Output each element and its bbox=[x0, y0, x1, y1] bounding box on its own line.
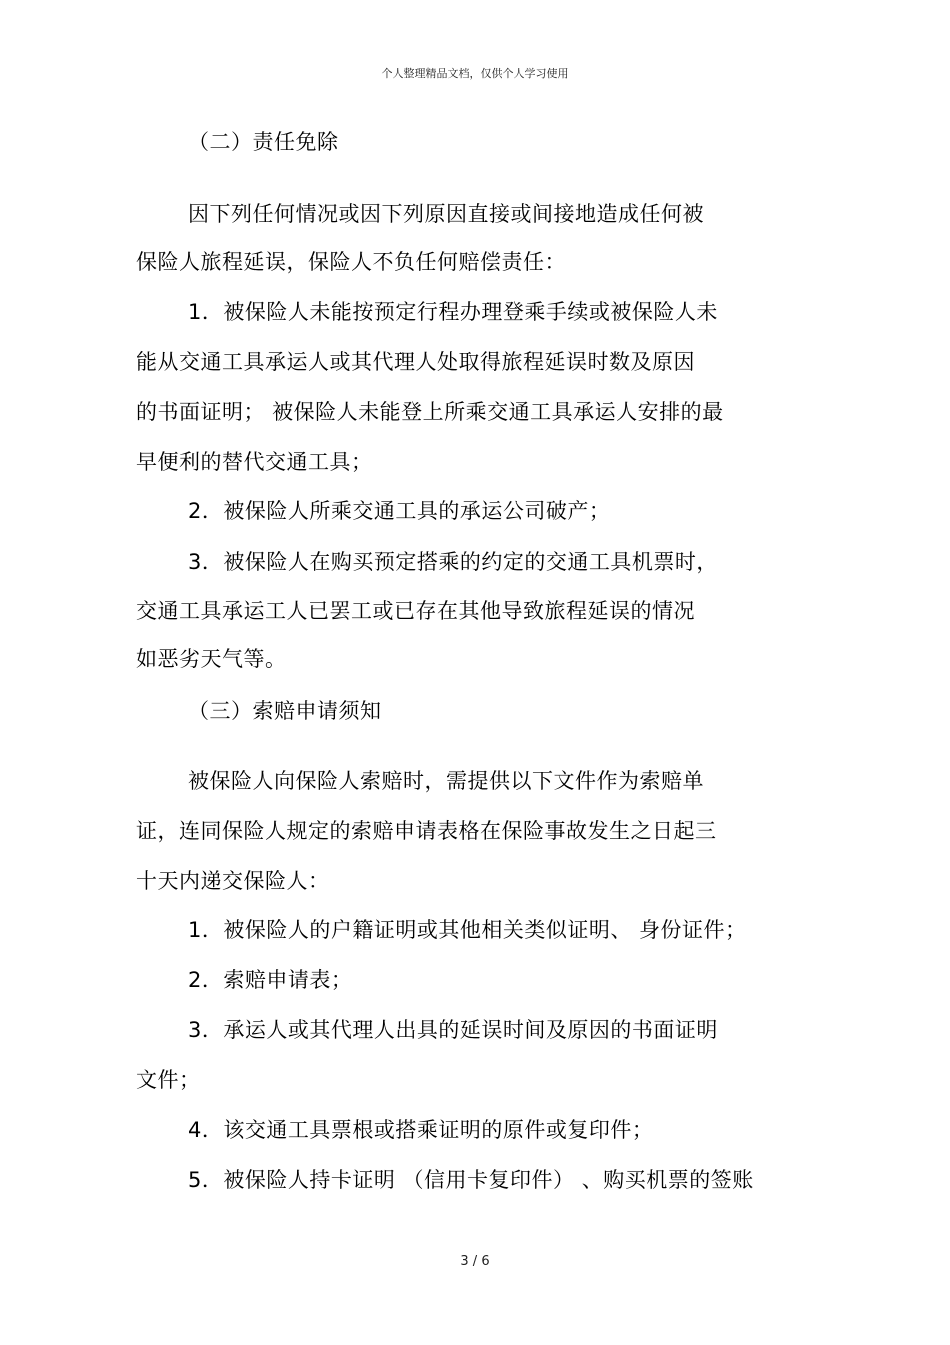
paragraph-line: 十天内递交保险人： bbox=[136, 869, 330, 893]
section-heading-claims: （三）索赔申请须知 bbox=[188, 699, 382, 723]
list-item-line: 2．索赔申请表； bbox=[188, 968, 353, 992]
list-item-line: 1．被保险人的户籍证明或其他相关类似证明、 身份证件； bbox=[188, 918, 747, 942]
page-number: 3 / 6 bbox=[460, 1254, 490, 1269]
list-item-line: 2．被保险人所乘交通工具的承运公司破产； bbox=[188, 499, 611, 523]
list-item-line: 4．该交通工具票根或搭乘证明的原件或复印件； bbox=[188, 1118, 654, 1142]
list-item-line: 早便利的替代交通工具； bbox=[136, 450, 373, 474]
list-item-line: 5．被保险人持卡证明 （信用卡复印件） 、购买机票的签账 bbox=[188, 1168, 754, 1192]
list-item-line: 交通工具承运工人已罢工或已存在其他导致旅程延误的情况 bbox=[136, 599, 695, 623]
paragraph-line: 因下列任何情况或因下列原因直接或间接地造成任何被 bbox=[188, 202, 704, 226]
list-item-line: 3．被保险人在购买预定搭乘的约定的交通工具机票时， bbox=[188, 550, 718, 574]
list-item-line: 1．被保险人未能按预定行程办理登乘手续或被保险人未 bbox=[188, 300, 718, 324]
list-item-line: 3．承运人或其代理人出具的延误时间及原因的书面证明 bbox=[188, 1018, 718, 1042]
list-item-line: 能从交通工具承运人或其代理人处取得旅程延误时数及原因 bbox=[136, 350, 695, 374]
paragraph-line: 被保险人向保险人索赔时，需提供以下文件作为索赔单 bbox=[188, 769, 704, 793]
list-item-line: 文件； bbox=[136, 1068, 201, 1092]
list-item-line: 如恶劣天气等。 bbox=[136, 647, 287, 671]
page-header-note: 个人整理精品文档，仅供个人学习使用 bbox=[381, 67, 569, 80]
section-heading-exclusions: （二）责任免除 bbox=[188, 130, 339, 154]
paragraph-line: 证，连同保险人规定的索赔申请表格在保险事故发生之日起三 bbox=[136, 819, 717, 843]
paragraph-line: 保险人旅程延误，保险人不负任何赔偿责任： bbox=[136, 250, 566, 274]
list-item-line: 的书面证明； 被保险人未能登上所乘交通工具承运人安排的最 bbox=[136, 400, 724, 424]
